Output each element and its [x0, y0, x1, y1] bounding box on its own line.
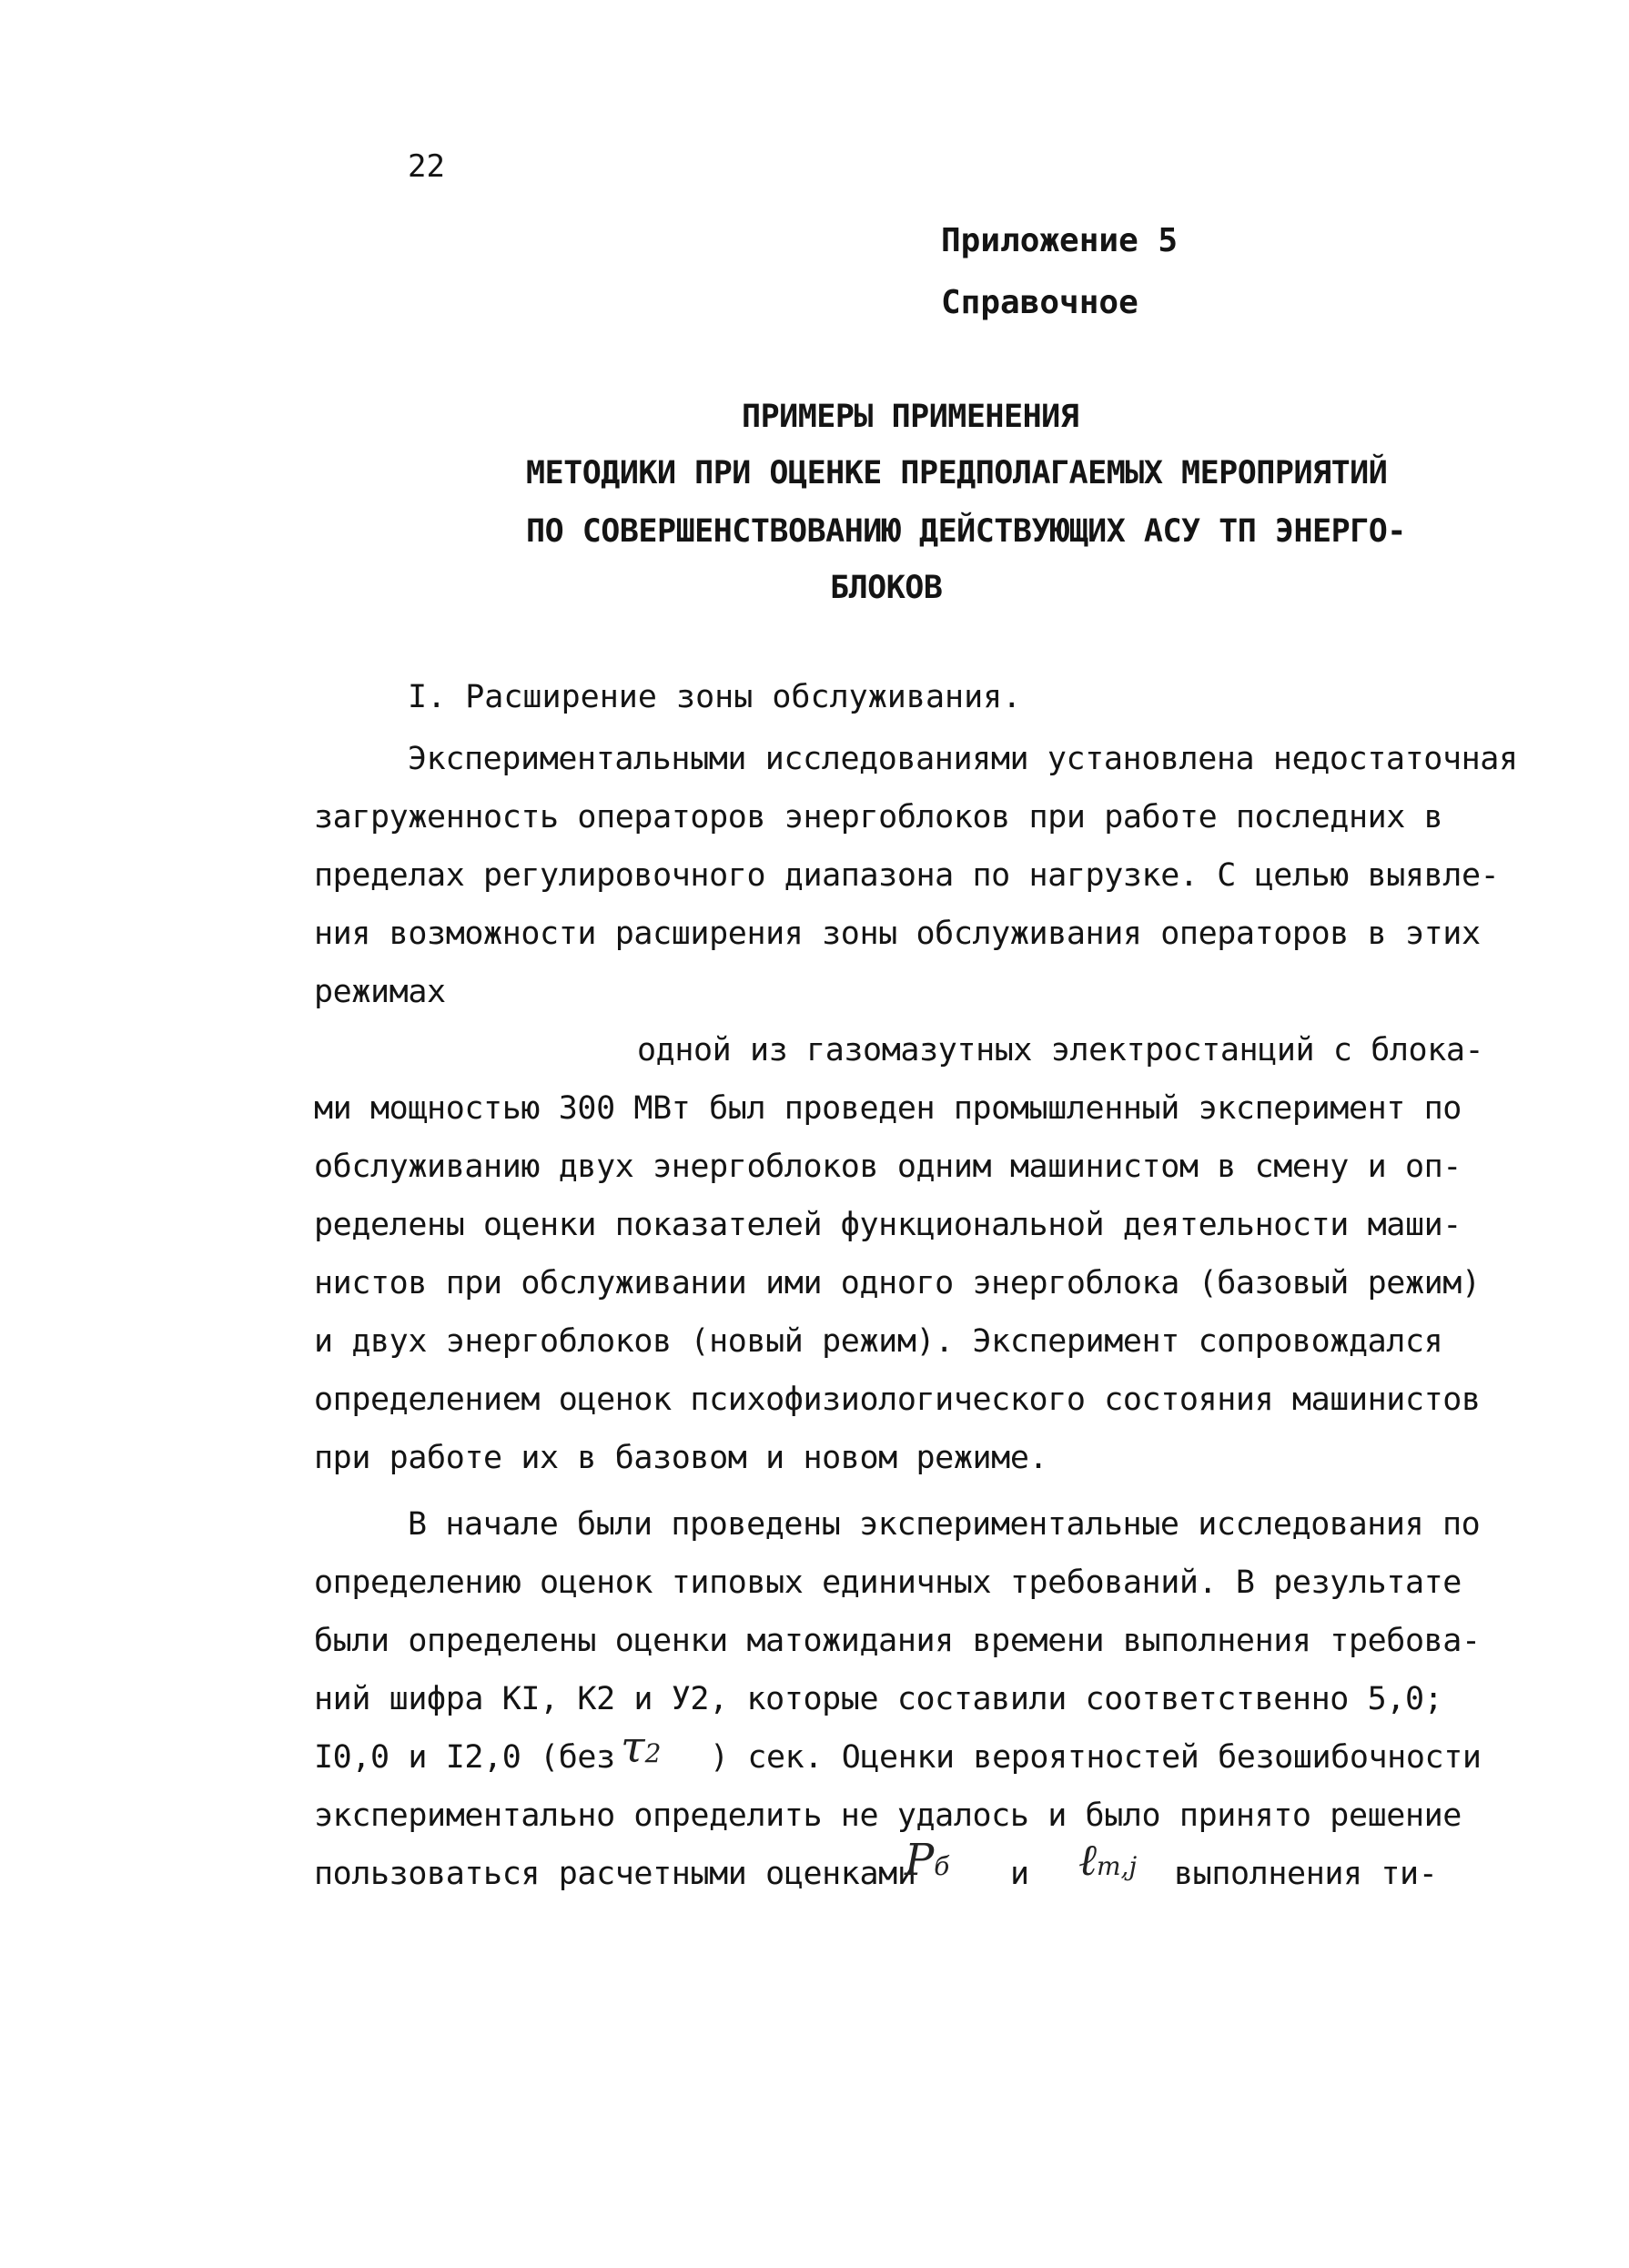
appendix-type: Справочное	[941, 284, 1138, 321]
body-line: ми мощностью 300 МВт был проведен промышленный эксперимент по	[314, 1090, 1462, 1127]
handwritten-p: Pб	[905, 1835, 950, 1886]
body-line: определению оценок типовых единичных требований. В результате	[314, 1564, 1462, 1601]
body-line: Экспериментальными исследованиями установлена недостаточная	[408, 741, 1518, 777]
body-line: ределены оценки показателей функциональной деятельности маши-	[314, 1207, 1462, 1243]
body-line: режимах	[314, 974, 446, 1010]
title-line-1: ПРИМЕРЫ ПРИМЕНЕНИЯ	[742, 399, 1079, 435]
body-line: и двух энергоблоков (новый режим). Эксперимент сопровождался	[314, 1323, 1443, 1360]
body-line: В начале были проведены экспериментальные исследования по	[408, 1506, 1481, 1543]
title-line-3: ПО СОВЕРШЕНСТВОВАНИЮ ДЕЙСТВУЮЩИХ АСУ ТП ЭНЕРГО-	[526, 513, 1406, 550]
body-line: обслуживанию двух энергоблоков одним машинистом в смену и оп-	[314, 1149, 1462, 1185]
body-line: определением оценок психофизиологического состояния машинистов	[314, 1382, 1481, 1418]
title-line-4: БЛОКОВ	[830, 570, 943, 606]
body-line: загруженность операторов энергоблоков при работе последних в	[314, 799, 1443, 835]
page-number: 22	[408, 148, 445, 185]
title-line-2: МЕТОДИКИ ПРИ ОЦЕНКЕ ПРЕДПОЛАГАЕМЫХ МЕРОПРИЯТИЙ	[526, 455, 1388, 491]
body-line: при работе их в базовом и новом режиме.	[314, 1440, 1048, 1476]
body-line: и	[1010, 1856, 1029, 1892]
body-line: нистов при обслуживании ими одного энергоблока (базовый режим)	[314, 1265, 1481, 1301]
body-line: были определены оценки матожидания времени выполнения требова-	[314, 1623, 1481, 1659]
body-line: пределах регулировочного диапазона по нагрузке. С целью выявле-	[314, 857, 1500, 894]
handwritten-tau: τ2	[621, 1722, 662, 1773]
body-line: ний шифра КI, К2 и У2, которые составили соответственно 5,0;	[314, 1681, 1443, 1717]
body-line: пользоваться расчетными оценками	[314, 1856, 916, 1892]
handwritten-l: ℓт,ј	[1078, 1835, 1138, 1886]
body-line: ния возможности расширения зоны обслуживания операторов в этих	[314, 916, 1481, 952]
body-line: одной из газомазутных электростанций с блока-	[637, 1032, 1484, 1068]
body-line: I0,0 и I2,0 (без	[314, 1739, 615, 1776]
body-line: выполнения ти-	[1174, 1856, 1438, 1892]
appendix-label: Приложение 5	[941, 222, 1179, 259]
section-heading: I. Расширение зоны обслуживания.	[408, 679, 1022, 715]
body-line: ) сек. Оценки вероятностей безошибочности	[710, 1739, 1482, 1776]
body-line: экспериментально определить не удалось и было принято решение	[314, 1797, 1462, 1834]
